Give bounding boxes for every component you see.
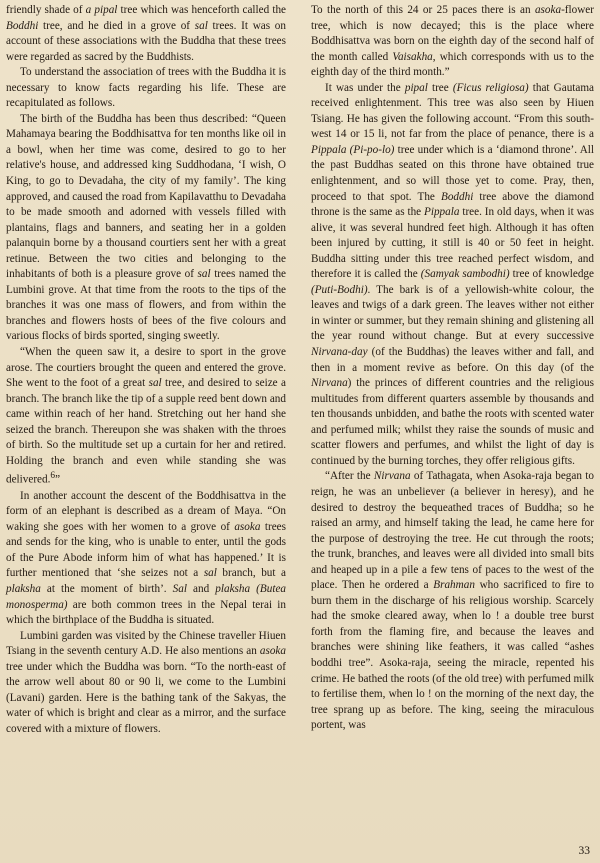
paragraph: The birth of the Buddha has been thus described: “Queen Mahamaya bearing the Boddhisattva for ten months like oil in a bowl, when her time was come, desired to go to her relative's house, and addressed king Suddhodana, ‘I wish, O King, to go to Devadaha, the city of my family’. The king approved, and caused the road from Kapilavatthu to Devadaha to be made smooth and adorned with vessels filled with plantains, flags and banners, and seating her in a golden palanquin borne by a thousand courtiers sent her with a great retinue. Between the two cities and belonging to the inhabitants of both is a pleasure grove of sal trees named the Lumbini grove. At that time from the roots to the tips of the branches it was one mass of flowers, and from within the branches and flowers hosts of bees of the five colours and various flocks of birds sported, singing sweetly. xyxy=(6,112,286,343)
paragraph: It was under the pipal tree (Ficus religiosa) that Gautama received enlightenment. This tree was also seen by Hiuen Tsiang. He has given the following account. “From this south-west 14 or 15 li, not far from the place of penance, there is a Pippala (Pi-po-lo) tree under which is a ‘diamond throne’. All the past Buddhas seated on this throne have obtained true enlightenment, and so will those yet to come. Pray, then, proceed to that spot. The Boddhi tree above the diamond throne is the same as the Pippala tree. In old days, when it was alive, it was several hundred feet high. Although it has often been injured by cutting, it still is 40 or 50 feet in height. Buddha sitting under this tree reached perfect wisdom, and therefore it is called the (Samyak sambodhi) tree of knowledge (Puti-Bodhi). The bark is of a yellowish-white colour, the leaves and twigs of a dark green. The leaves wither not either in winter or summer, but they remain shining and glistening all the year round without change. But at every successive Nirvana-day (of the Buddhas) the leaves wither and fall, and then in a moment revive as before. On this day (of the Nirvana) the princes of different countries and the religious multitudes from different quarters assemble by thousands and ten thousands unbidden, and bathe the roots with scented water and perfumed milk; whilst they raise the sounds of music and scatter flowers and perfumes, and whilst the light of day is continued by the burning torches, they offer religious gifts. xyxy=(311,81,595,467)
paragraph: friendly shade of a pipal tree which was henceforth called the Boddhi tree, and he died in a grove of sal trees. It was on account of these associations with the Buddha that these trees were regarded as sacred by the Buddhists. xyxy=(6,4,286,63)
paragraph: To the north of this 24 or 25 paces there is an asoka-flower tree, which is now decayed; this is the place where Boddhisattva was born on the eighth day of the second half of the month called Vaisakha, which corresponds with us to the eighth day of the third month.” xyxy=(311,4,594,79)
paragraph: In another account the descent of the Boddhisattva in the form of an elephant is described as a dream of Maya. “On waking she goes with her women to a grove of asoka trees and sends for the king, who is unable to enter, until the gods of the Pure Abode inform him of what has happened.’ It is further mentioned that ‘she seizes not a sal branch, but a plaksha at the moment of birth’. Sal and plaksha (Butea monosperma) are both common trees in the Nepal terai in which the birthplace of the Buddha is situated. xyxy=(6,489,286,627)
paragraph: Lumbini garden was visited by the Chinese traveller Hiuen Tsiang in the seventh century A.D. He also mentions an asoka tree under which the Buddha was born. “To the north-east of the arrow well about 80 or 90 li, we come to the Lumbini (Lavani) garden. Here is the bathing tank of the Sakyas, the water of which is bright and clear as a mirror, and the surface covered with a mixture of flowers. xyxy=(6,629,286,735)
paragraph: To understand the association of trees with the Buddha it is necessary to know facts regarding his life. These are recapitulated as follows. xyxy=(6,66,286,110)
paragraph: “After the Nirvana of Tathagata, when Asoka-raja began to reign, he was an unbeliever (a believer in heresy), and he desired to destroy the bequeathed traces of Buddha; so he raised an army, and himself taking the lead, he came here for the purpose of destroying the tree. He cut through the roots; the trunk, branches, and leaves were all divided into small bits and heaped up in a pile a few tens of paces to the west of the place. Then he ordered a Brahman who sacrificed to fire to burn them in the discharge of his religious worship. Scarcely had the smoke cleared away, when lo ! a double tree burst forth from the flaming fire, and because the leaves and branches were shining like feathers, it was called “ashes boddhi tree”. Asoka-raja, seeing the miracle, repented his crime. He bathed the roots (of the old tree) with perfumed milk to fertilise them, when lo ! on the morning of the next day, the tree sprang up as before. The king, seeing the miraculous portent, was xyxy=(311,470,594,732)
page-number: 33 xyxy=(578,845,590,857)
footnote-marker: 6 xyxy=(50,471,56,482)
paragraph: “When the queen saw it, a desire to sport in the grove arose. The courtiers brought the queen and entered the grove. She went to the foot of a great sal tree, and desired to seize a branch. The branch like the tip of a supple reed bent down and came within reach of her hand. Stretching out her hand she seized the branch. Thereupon she was shaken with the throes of birth. So the multitude set up a curtain for her and retired. Holding the branch and even while standing she was delivered.$^6$” xyxy=(6,346,286,487)
left-column xyxy=(6,3,286,737)
right-column xyxy=(311,3,594,734)
